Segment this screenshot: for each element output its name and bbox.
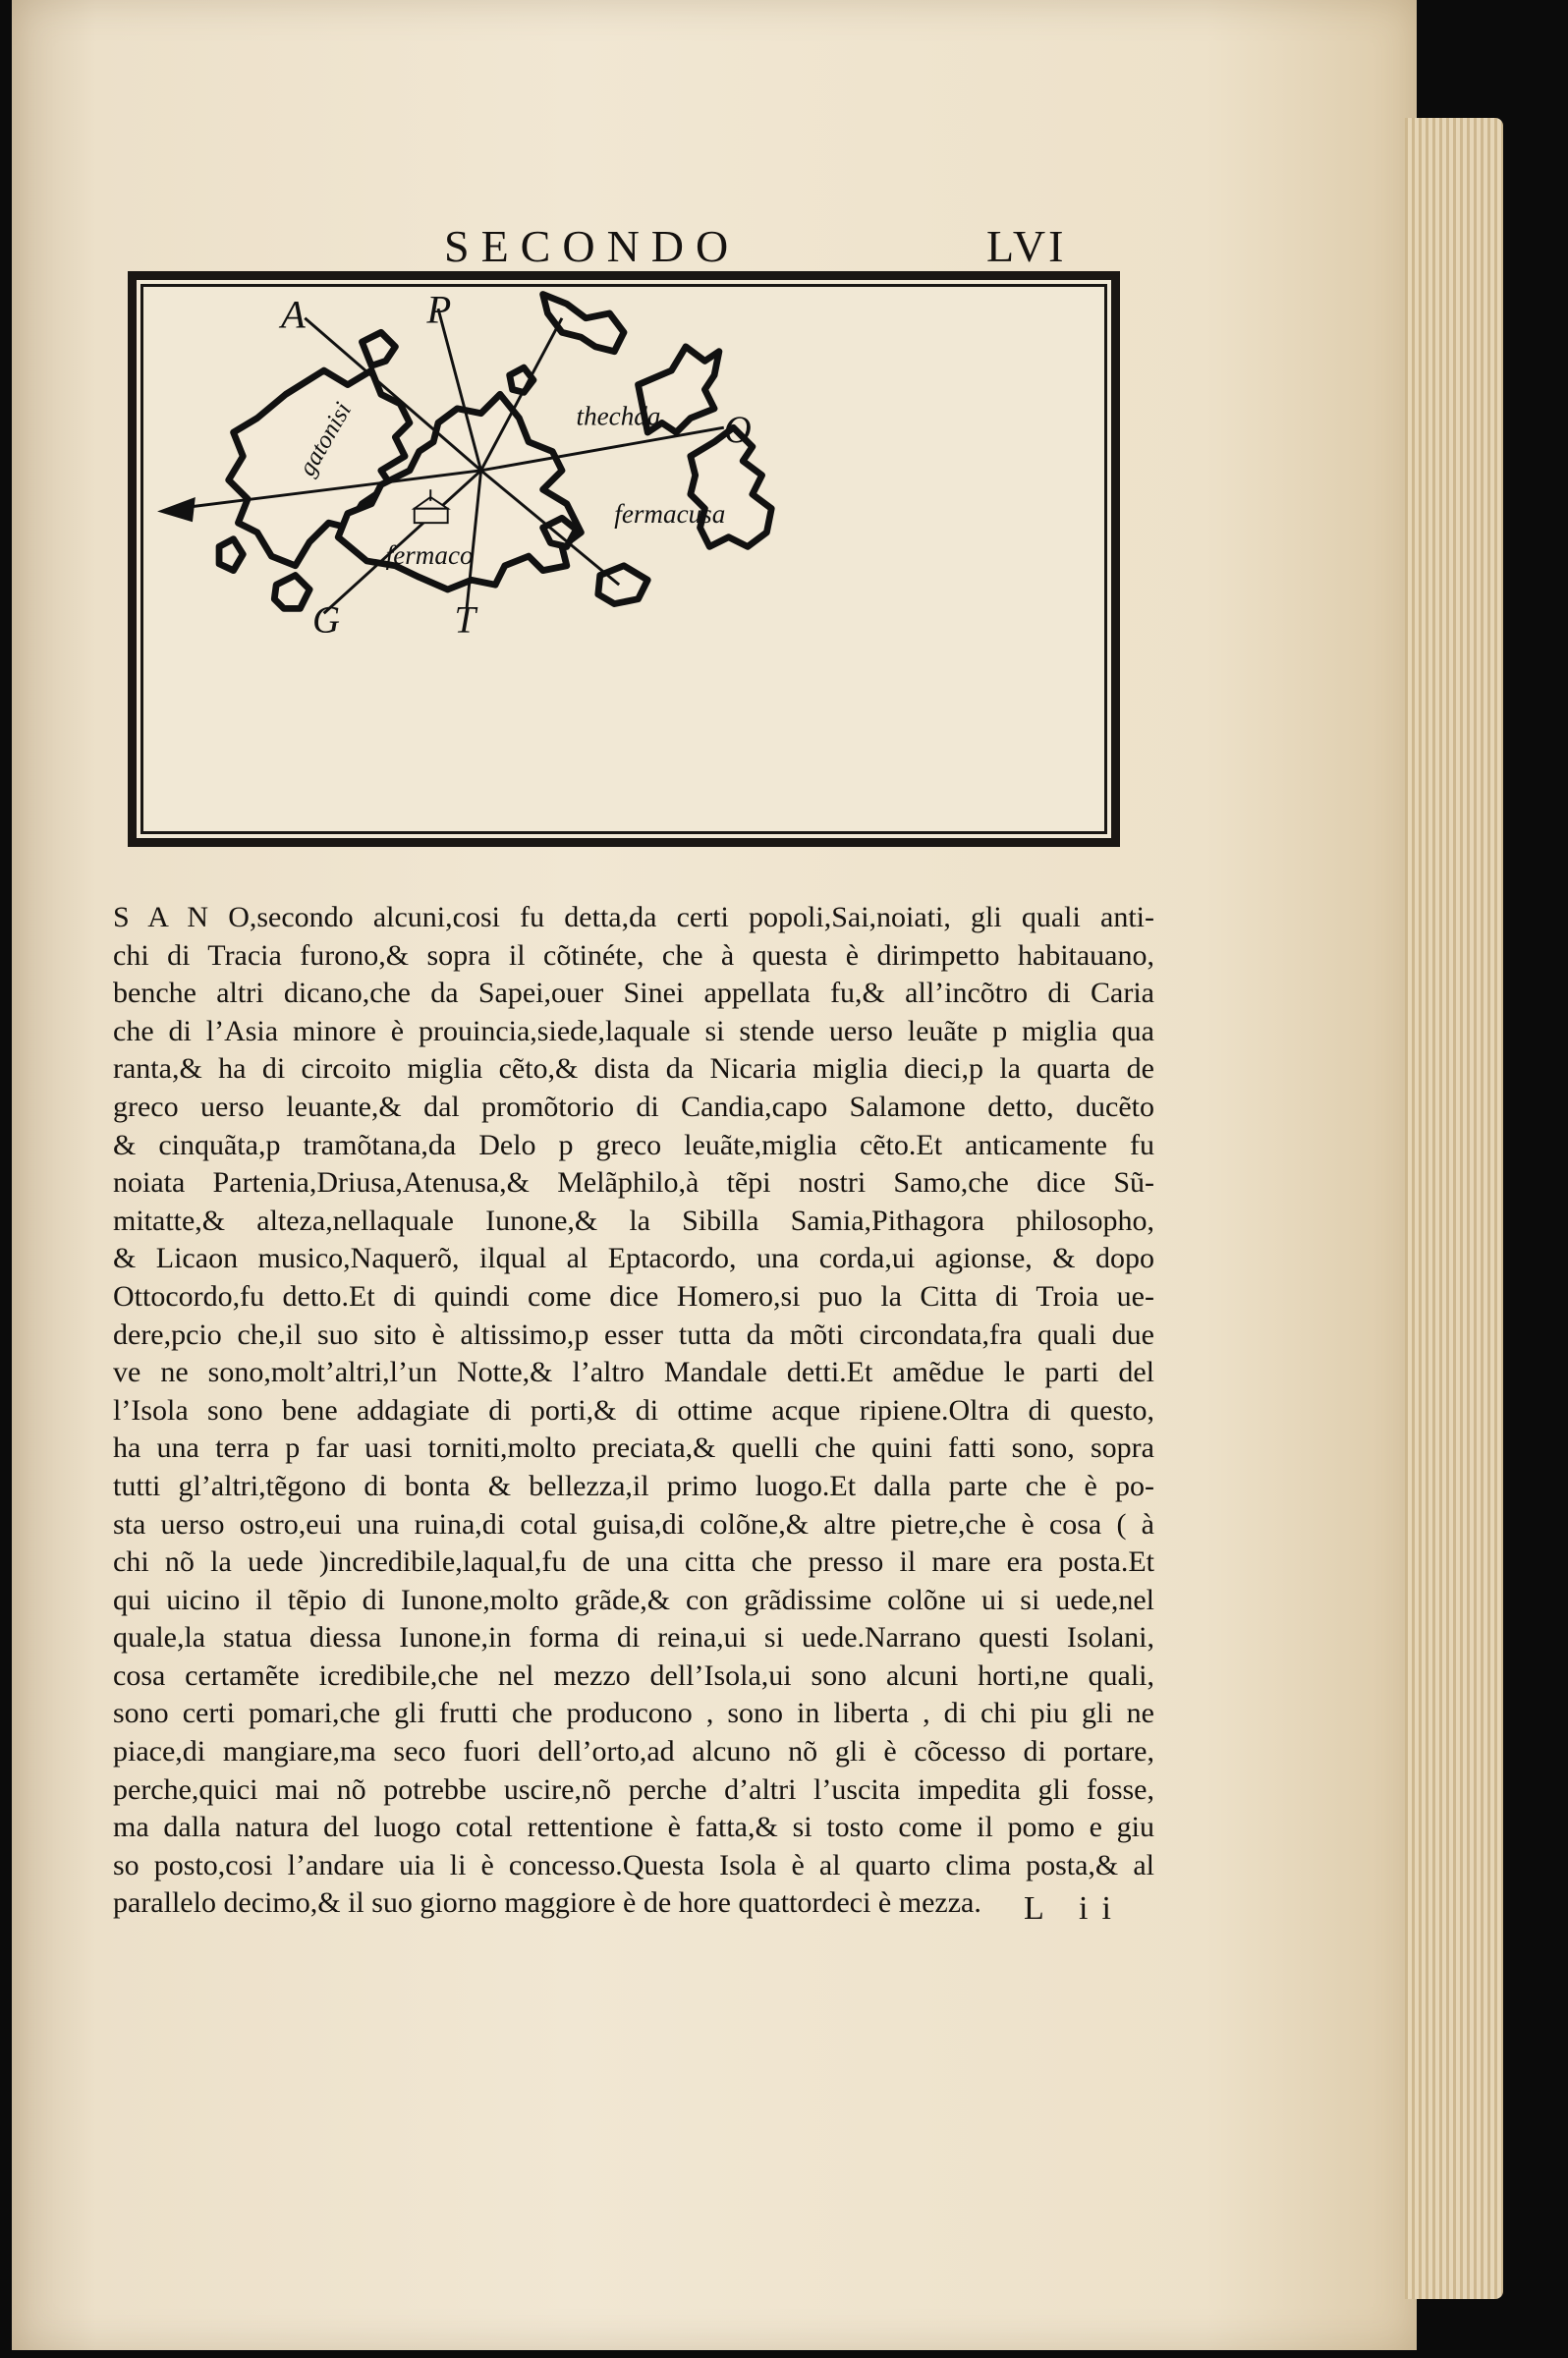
island-label: fermacusa [614,499,726,530]
island-label: gatonisi [294,398,358,480]
folio-number: LVI [986,221,1067,271]
text-line: parallelo decimo,& il suo giorno maggiore è de hore quattordeci è mezza. [113,1886,981,1920]
text-line: l’Isola sono bene addagiate di porti,& di ottime acque ripiene.Oltra di questo, [113,1393,1154,1427]
text-line: ma dalla natura del luogo cotal rettentione è fatta,& si tosto come il pomo e giu [113,1811,1154,1844]
island-small-5 [274,575,309,608]
text-line: Ottocordo,fu detto.Et di quindi come dice Homero,si puo la Citta di Troia ue- [113,1279,1154,1313]
island-gatonisi [229,370,410,566]
text-line: S A N O,secondo alcuni,cosi fu detta,da certi popoli,Sai,noiati, gli quali anti- [113,901,1154,933]
text-line: piace,di mangiare,ma seco fuori dell’orto,ad alcuno nõ gli è cõcesso di portare, [113,1735,1154,1768]
island-small-2 [510,367,533,392]
island-small-4 [219,539,243,571]
text-line: so posto,cosi l’andare uia li è concesso.Questa Isola è al quarto clima posta,& al [113,1848,1154,1881]
island-small-3 [543,518,577,546]
text-line: ve ne sono,molt’altri,l’un Notte,& l’altro Mandale detti.Et amẽdue le parti del [113,1356,1154,1389]
text-line: quale,la statua diessa Iunone,in forma di reina,ui si uede.Narrano questi Isolani, [113,1621,1154,1655]
island-north-east [543,295,624,352]
compass-letter-s: T [454,598,476,642]
text-line: cosa certamẽte icredibile,che nel mezzo dell’Isola,ui sono alcuni horti,ne quali, [113,1658,1154,1692]
island-small-6 [598,566,647,604]
text-line: chi nõ la uede )incredibile,laqual,fu de una citta che presso il mare era posta.Et [113,1545,1154,1579]
text-line: dere,pcio che,il suo sito è altissimo,p esser tutta da mõti circondata,fra quali due [113,1318,1154,1351]
text-line: benche altri dicano,che da Sapei,ouer Sinei appellata fu,& all’incõtro di Caria [113,977,1154,1010]
signature-mark: L ii [1024,1890,1125,1927]
map-drawing [137,280,1111,838]
text-line: & cinquãta,p tramõtana,da Delo p greco leuãte,miglia cẽto.Et anticamente fu [113,1128,1154,1161]
compass-letter-sw: G [312,598,341,642]
island-label: thechda [576,401,661,431]
text-line: che di l’Asia minore è prouincia,siede,laquale si stende uerso leuãte p miglia qua [113,1014,1154,1047]
compass-letter-e: O [723,408,752,451]
page-edges [1405,118,1503,2299]
text-line: ha una terra p far uasi torniti,molto preciata,& quelli che quini fatti sono, sopra [113,1432,1154,1465]
compass-letter-nw: A [281,292,306,337]
text-line: perche,quici mai nõ potrebbe uscire,nõ perche d’altri l’uscita impedita gli fosse, [113,1772,1154,1806]
island-small-1 [362,332,395,365]
text-line: ranta,& ha di circoito miglia cẽto,& dista da Nicaria miglia dieci,p la quarta de [113,1052,1154,1086]
book-page [12,0,1417,2350]
compass-letter-n: P [426,287,452,332]
text-line: mitatte,& alteza,nellaquale Iunone,& la Sibilla Samia,Pithagora philosopho, [113,1204,1154,1237]
body-text [113,899,1154,1923]
island-thechda [639,347,719,432]
running-title: SECONDO [444,221,741,271]
island-fermaco [338,394,581,590]
text-line: sono certi pomari,che gli frutti che producono , sono in liberta , di chi piu gli ne [113,1697,1154,1730]
island-fermacusa [691,427,771,546]
text-line: & Licaon musico,Naquerõ, ilqual al Eptacordo, una corda,ui agionse, & dopo [113,1242,1154,1275]
west-arrow-icon [157,497,196,522]
woodcut-map [128,271,1120,847]
text-line: noiata Partenia,Driusa,Atenusa,& Melãphilo,à tẽpi nostri Samo,che dice Sũ- [113,1166,1154,1200]
text-line: sta uerso ostro,eui una ruina,di cotal guisa,di colõne,& altre pietre,che è cosa ( à [113,1507,1154,1541]
island-label: fermaco [385,539,474,570]
text-line: chi di Tracia furono,& sopra il cõtinéte, che à questa è dirimpetto habitauano, [113,938,1154,972]
church-icon [415,489,448,523]
text-line: tutti gl’altri,tẽgono di bonta & bellezza,il primo luogo.Et dalla parte che è po- [113,1469,1154,1502]
text-line: greco uerso leuante,& dal promõtorio di Candia,capo Salamone detto, ducẽto [113,1090,1154,1123]
text-line: qui uicino il tẽpio di Iunone,molto grãde,& con grãdissime colõne ui si uede,nel [113,1583,1154,1616]
